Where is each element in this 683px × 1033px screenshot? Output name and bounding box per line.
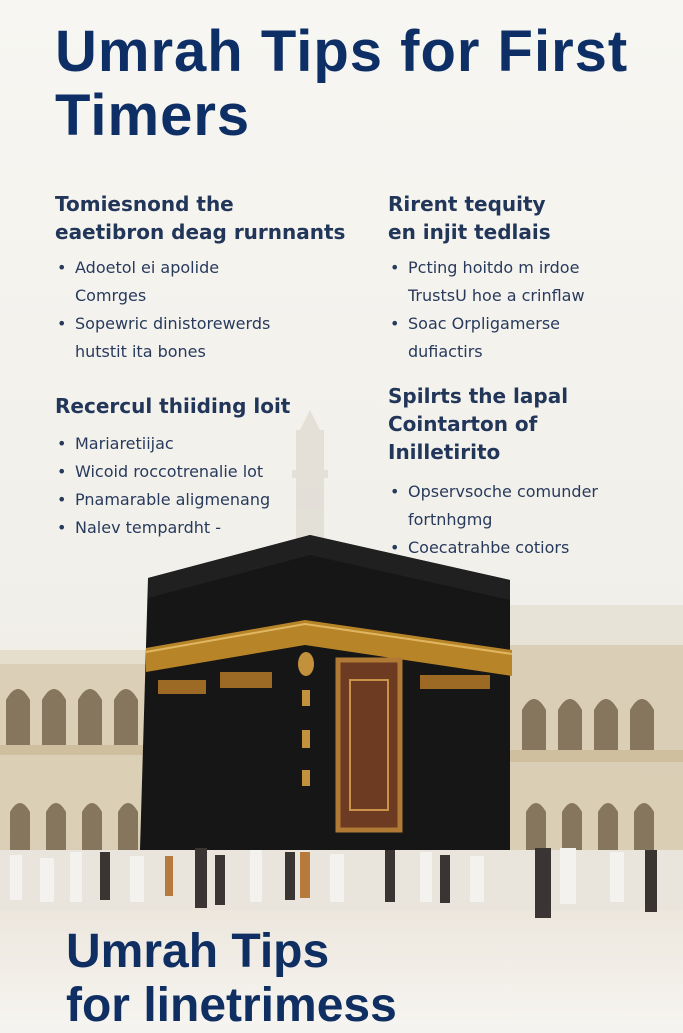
kaaba [140, 535, 512, 850]
section-title-top-left [55, 190, 375, 246]
section-title-top-right [388, 190, 668, 246]
title-line: en injit tedlais [388, 220, 551, 244]
bullet-list-mid-left [55, 430, 270, 542]
list-item: • Pnamarable aligmenang [55, 486, 270, 514]
section-title-mid-right [388, 382, 668, 466]
right-colonnade [510, 605, 683, 850]
title-line: eaetibron deag rurnnants [55, 220, 346, 244]
bullet-list-top-left [55, 254, 270, 366]
list-item: • Soac Orpligamerse dufiactirs [388, 310, 585, 366]
title-line: Inilletirito [388, 440, 501, 464]
section-title-mid-left: Recercul thiiding loit [55, 394, 291, 418]
left-colonnade [0, 650, 150, 850]
pilgrim-crowd [0, 848, 683, 918]
title-line: Tomiesnond the [55, 192, 234, 216]
list-item: • Sopewric dinistorewerds hutstit ita bones [55, 310, 270, 366]
page-title: Umrah Tips for First Timers [55, 19, 629, 148]
title-line: Cointarton of [388, 412, 538, 436]
footer-line: Umrah Tips [66, 925, 330, 978]
list-item: • Coecatrahbe cotiors [388, 534, 598, 562]
list-item: • Nalev tempardht - [55, 514, 270, 542]
title-line: Rirent tequity [388, 192, 546, 216]
bullet-list-top-right [388, 254, 585, 366]
list-item: • Adoetol ei apolide Comrges [55, 254, 270, 310]
footer-title [66, 925, 397, 1033]
list-item: • Opservsoche comunder fortnhgmg [388, 478, 598, 534]
list-item: • Mariaretiijac [55, 430, 270, 458]
list-item: • Wicoid roccotrenalie lot [55, 458, 270, 486]
footer-line: for linetrimess [66, 979, 397, 1032]
list-item: • Pcting hoitdo m irdoe TrustsU hoe a crinflaw [388, 254, 585, 310]
bullet-list-mid-right [388, 478, 598, 562]
title-line: Spilrts the lapal [388, 384, 569, 408]
